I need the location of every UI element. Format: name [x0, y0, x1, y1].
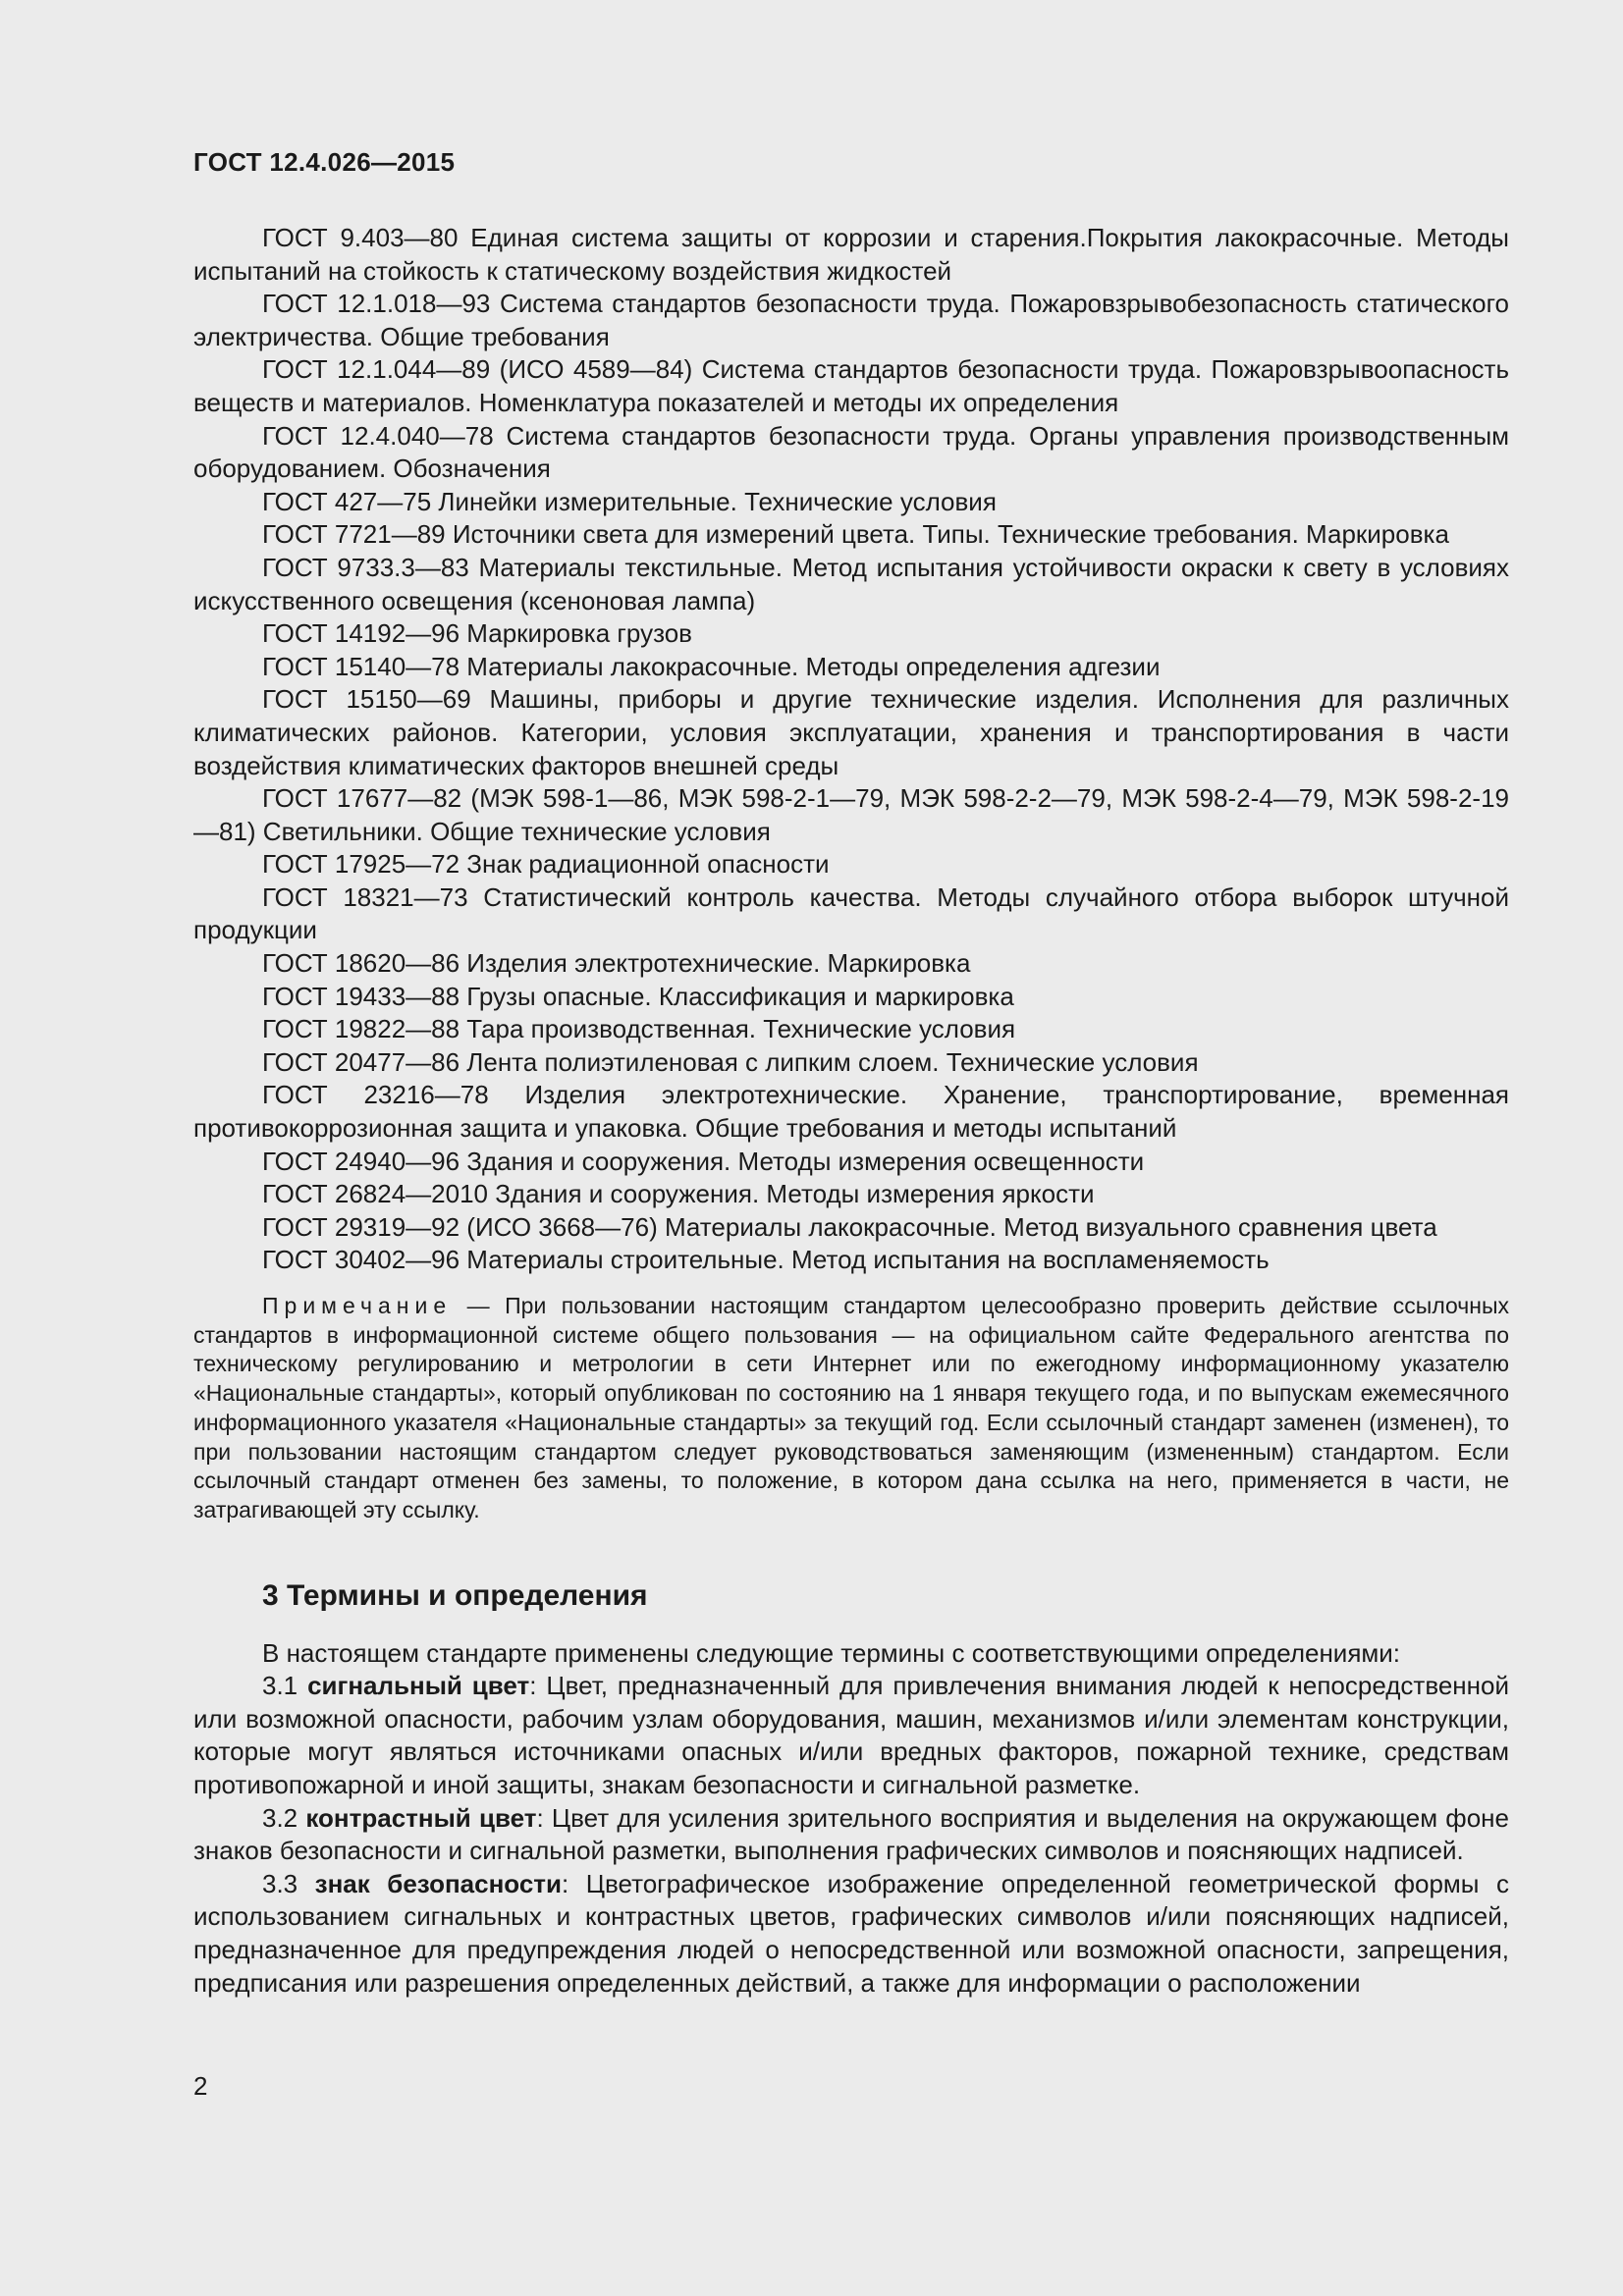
reference-item: ГОСТ 20477—86 Лента полиэтиленовая с липким слоем. Технические условия — [262, 1046, 1199, 1077]
definition-text: : Цвет, предназначенный для привлечения внимания людей к непосредственной или возможной опасности, рабочим узлам оборудования, машин, механизмов и/или элементам конструкции, которые могут являться источниками опасных и/или вредных факторов, пожарной технике, средствам противопожарной и иной защиты, знакам безопасности и сигнальной разметке. — [193, 1671, 1509, 1799]
reference-item: ГОСТ 9733.3—83 Материалы текстильные. Метод испытания устойчивости окраски к свету в условиях искусственного освещения (ксеноновая лампа) — [193, 552, 1509, 615]
reference-item: ГОСТ 17677—82 (МЭК 598-1—86, МЭК 598-2-1—79, МЭК 598-2-2—79, МЭК 598-2-4—79, МЭК 598-2-19—81) Светильники. Общие технические условия — [193, 783, 1509, 846]
reference-item: ГОСТ 12.1.018—93 Система стандартов безопасности труда. Пожаровзрывобезопасность статического электричества. Общие требования — [193, 289, 1509, 351]
definition-3-1 — [193, 1670, 1509, 1801]
reference-item: ГОСТ 18620—86 Изделия электротехнические. Маркировка — [262, 948, 971, 979]
reference-item: ГОСТ 12.4.040—78 Система стандартов безопасности труда. Органы управления производственным оборудованием. Обозначения — [193, 420, 1509, 484]
reference-item: ГОСТ 23216—78 Изделия электротехнические. Хранение, транспортирование, временная противокоррозионная защита и упаковка. Общие требования и методы испытаний — [193, 1080, 1509, 1144]
definition-text: : Цветографическое изображение определенной геометрической формы с использованием сигнальных и контрастных цветов, графических символов и/или поясняющих надписей, предназначенное для предупреждения людей о непосредственной или возможной опасности, запрещения, предписания или разрешения определенных действий, а также для информации о расположении — [193, 1868, 1509, 1998]
reference-item: ГОСТ 15150—69 Машины, приборы и другие технические изделия. Исполнения для различных климатических районов. Категории, условия эксплуатации, хранения и транспортирования в части воздействия климатических факторов внешней среды — [193, 684, 1509, 780]
reference-item: ГОСТ 17925—72 Знак радиационной опасности — [262, 849, 830, 880]
note-text: — При пользовании настоящим стандартом целесообразно проверить действие ссылочных стандартов в информационной системе общего пользования — на официальном сайте Федерального агентства по техническому регулированию и метрологии в сети Интернет или по ежегодному информационному указателю «Национальные стандарты», который опубликован по состоянию на 1 января текущего года, и по выпускам ежемесячного информационного указателя «Национальные стандарты» за текущий год. Если ссылочный стандарт заменен (изменен), то при пользовании настоящим стандартом следует руководствоваться заменяющим (измененным) стандартом. Если ссылочный стандарт отменен без замены, то положение, в котором дана ссылка на него, применяется в части, не затрагивающей эту ссылку. — [193, 1293, 1509, 1522]
reference-item: ГОСТ 427—75 Линейки измерительные. Технические условия — [262, 486, 997, 516]
reference-item: ГОСТ 18321—73 Статистический контроль качества. Методы случайного отбора выборок штучной продукции — [193, 881, 1509, 945]
reference-item: ГОСТ 29319—92 (ИСО 3668—76) Материалы лакокрасочные. Метод визуального сравнения цвета — [262, 1211, 1437, 1242]
definition-3-2 — [193, 1802, 1509, 1868]
section-intro: В настоящем стандарте применены следующие термины с соответствующими определениями: — [262, 1637, 1401, 1668]
document-header: ГОСТ 12.4.026—2015 — [193, 147, 456, 177]
definition-text: : Цвет для усиления зрительного восприятия и выделения на окружающем фоне знаков безопасности и сигнальной разметки, выполнения графических символов и поясняющих надписей. — [193, 1802, 1509, 1866]
reference-item: ГОСТ 24940—96 Здания и сооружения. Методы измерения освещенности — [262, 1146, 1145, 1176]
note-paragraph — [193, 1292, 1509, 1525]
reference-item: ГОСТ 7721—89 Источники света для измерений цвета. Типы. Технические требования. Маркировка — [262, 519, 1449, 550]
reference-item: ГОСТ 15140—78 Материалы лакокрасочные. Методы определения адгезии — [262, 651, 1161, 681]
page-number: 2 — [193, 2071, 208, 2101]
reference-item: ГОСТ 30402—96 Материалы строительные. Метод испытания на воспламеняемость — [262, 1245, 1270, 1275]
note-label: Примечание — [262, 1293, 453, 1318]
definition-3-3 — [193, 1868, 1509, 2000]
reference-item: ГОСТ 12.1.044—89 (ИСО 4589—84) Система стандартов безопасности труда. Пожаровзрывоопасность веществ и материалов. Номенклатура показателей и методы их определения — [193, 354, 1509, 417]
reference-item: ГОСТ 19433—88 Грузы опасные. Классификация и маркировка — [262, 981, 1014, 1011]
normative-references-list — [193, 222, 1509, 1277]
definition-term: знак безопасности — [314, 1868, 563, 1898]
definition-number: 3.3 — [262, 1868, 298, 1898]
page-content — [193, 222, 1509, 2000]
reference-item: ГОСТ 14192—96 Маркировка грузов — [262, 618, 692, 649]
definition-number: 3.2 — [262, 1802, 298, 1833]
section-heading: 3 Термины и определения — [262, 1578, 648, 1612]
reference-item: ГОСТ 19822—88 Тара производственная. Технические условия — [262, 1014, 1016, 1044]
definition-term: сигнальный цвет — [307, 1671, 530, 1701]
reference-item: ГОСТ 26824—2010 Здания и сооружения. Методы измерения яркости — [262, 1179, 1095, 1209]
reference-item: ГОСТ 9.403—80 Единая система защиты от коррозии и старения.Покрытия лакокрасочные. Методы испытаний на стойкость к статическому воздействия жидкостей — [193, 223, 1509, 286]
definition-term: контрастный цвет — [305, 1802, 537, 1833]
definition-number: 3.1 — [262, 1671, 298, 1701]
